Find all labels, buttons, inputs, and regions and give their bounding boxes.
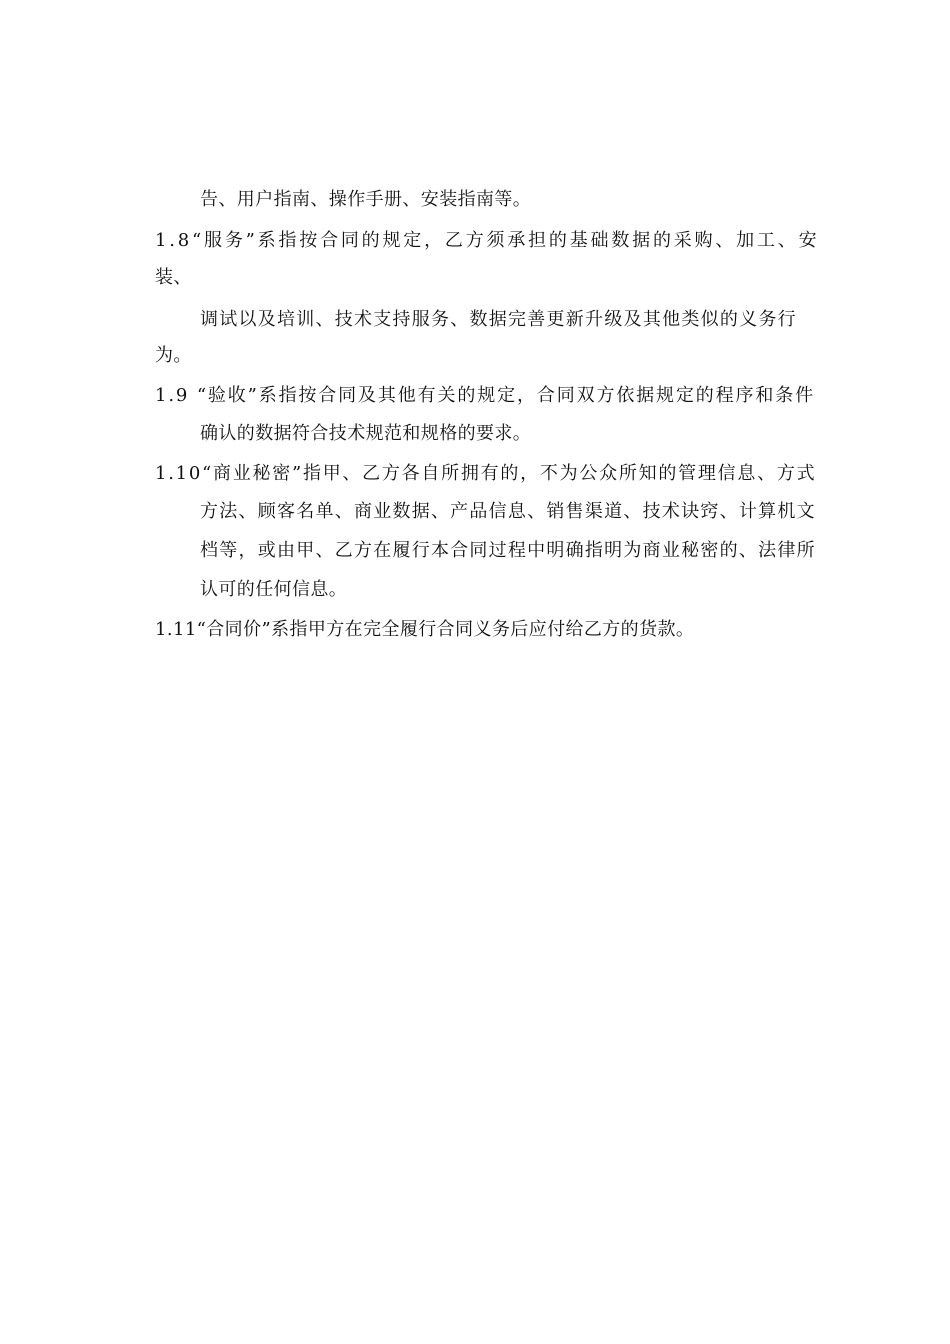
clause-1-9-line-1: 1.9 “验收”系指按合同及其他有关的规定，合同双方依据规定的程序和条件 <box>155 385 815 406</box>
clause-1-8-line-3: 调试以及培训、技术支持服务、数据完善更新升级及其他类似的义务行 <box>200 309 797 330</box>
clause-1-10-line-1: 1.10“商业秘密”指甲、乙方各自所拥有的，不为公众所知的管理信息、方式 <box>155 463 817 484</box>
clause-1-11-line-1: 1.11“合同价”系指甲方在完全履行合同义务后应付给乙方的货款。 <box>155 619 695 640</box>
clause-1-9-line-2: 确认的数据符合技术规范和规格的要求。 <box>200 423 532 444</box>
clause-1-10-line-4: 认可的任何信息。 <box>200 579 348 600</box>
text-line-1: 告、用户指南、操作手册、安装指南等。 <box>200 189 532 210</box>
clause-1-8-line-4: 为。 <box>155 345 192 366</box>
clause-1-8-line-2: 装、 <box>155 267 192 288</box>
clause-1-10-line-2: 方法、顾客名单、商业数据、产品信息、销售渠道、技术诀窍、计算机文 <box>200 501 816 522</box>
clause-1-8-line-1: 1.8“服务”系指按合同的规定，乙方须承担的基础数据的采购、加工、安 <box>155 230 820 251</box>
clause-1-10-line-3: 档等，或由甲、乙方在履行本合同过程中明确指明为商业秘密的、法律所 <box>200 540 816 561</box>
